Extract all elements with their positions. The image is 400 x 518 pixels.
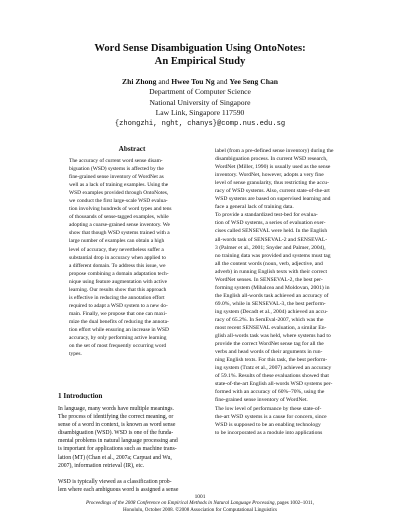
text-line: mize the dual benefits of reducing the annota- bbox=[69, 318, 169, 325]
text-line: formed with an accuracy of 60%–70%, using the bbox=[215, 389, 325, 396]
text-line: sense of a word in context, is known as word sense bbox=[58, 422, 176, 429]
text-line: glish all-words task was held, where systems had to bbox=[215, 333, 331, 340]
text-line: the English all-words task achieved an accuracy of bbox=[215, 292, 329, 299]
text-line: WSD is supposed to be an enabling technology bbox=[215, 421, 321, 428]
author-2: Hwee Tou Ng bbox=[171, 77, 215, 86]
text-line: propose combining a domain adaptation tech- bbox=[69, 270, 169, 277]
title-line-1: Word Sense Disambiguation Using OntoNotes: bbox=[94, 43, 306, 54]
text-line: In language, many words have multiple meanings. bbox=[58, 406, 174, 412]
text-line: is important for applications such as machine trans- bbox=[58, 446, 177, 453]
text-line: is effective in reducing the annotation effort bbox=[69, 294, 165, 301]
text-line: lem where each ambiguous word is assigned a sense bbox=[58, 486, 179, 493]
text-line: a different domain. To address this issue, we bbox=[69, 262, 166, 269]
proceedings-footer bbox=[0, 500, 400, 513]
text-line: The accuracy of current word sense disam- bbox=[69, 158, 163, 164]
text-line: 2007), information retrieval (IR), etc. bbox=[58, 462, 145, 469]
paper-title bbox=[0, 42, 400, 68]
text-line: well as a lack of training examples. Using the bbox=[69, 182, 169, 189]
text-line: racy of 65.2%. In SemEval-2007, which was the bbox=[215, 316, 324, 323]
text-line: cises called SENSEVAL were held. In the English bbox=[215, 228, 328, 235]
text-line: tion involving hundreds of word types and tens bbox=[69, 206, 172, 213]
text-line: we conduct the first large-scale WSD evalua- bbox=[69, 198, 168, 205]
text-line: tion of WSD systems, a series of evaluation exer- bbox=[215, 220, 326, 227]
text-line: types. bbox=[69, 351, 82, 358]
text-line: WSD is typically viewed as a classification prob- bbox=[58, 478, 172, 485]
title-line-2: An Empirical Study bbox=[154, 56, 246, 67]
text-line: of 59.1%. Results of these evaluations showed that bbox=[215, 373, 329, 380]
text-line bbox=[58, 470, 206, 478]
text-line: disambiguation (WSD). WSD is one of the funda- bbox=[58, 430, 174, 437]
text-line: accuracy, by only performing active learning bbox=[69, 335, 167, 342]
text-line: lation (MT) (Chan et al., 2007a; Carpuat and Wu, bbox=[58, 454, 172, 461]
text-line: no training data was provided and systems must tag bbox=[215, 252, 331, 259]
text-line: most recent SENSEVAL evaluation, a similar En- bbox=[215, 325, 327, 332]
text-line: provide the correct WordNet sense tag for all the bbox=[215, 341, 324, 348]
text-line: to be incorporated as a module into applications bbox=[215, 429, 323, 436]
text-line: adopting a coarse-grained sense inventory. We bbox=[69, 222, 170, 229]
text-line: inventory. WordNet, however, adopts a very fine bbox=[215, 172, 324, 179]
text-line: verbs and head words of their arguments in run- bbox=[215, 349, 323, 356]
text-line: level of sense granularity, thus restricting the accu- bbox=[215, 180, 329, 187]
text-line: all the content words (noun, verb, adjective, and bbox=[215, 260, 323, 267]
page-number: 1001 bbox=[194, 494, 206, 500]
text-line: state-of-the-art English all-words WSD systems per- bbox=[215, 381, 333, 388]
conference-name: Proceedings of the 2008 Conference on Empirical Methods in Natural Language Processing bbox=[85, 500, 275, 506]
text-line: ing system (Decadt et al., 2004) achieved an accu- bbox=[215, 308, 328, 315]
text-line: mental problems in natural language processing and bbox=[58, 438, 178, 445]
text-line: main. Finally, we propose that one can maxi- bbox=[69, 310, 167, 317]
footer-line-2: Honolulu, October 2008. ©2008 Association for Computational Linguistics bbox=[123, 506, 277, 513]
section-heading-introduction: 1 Introduction bbox=[58, 392, 103, 400]
text-line: face a general lack of training data. bbox=[215, 204, 294, 211]
author-separator: and bbox=[156, 77, 172, 86]
text-line: adverb) in running English texts with their correct bbox=[215, 268, 328, 275]
text-line: WordNet senses. In SENSEVAL-2, the best per- bbox=[215, 276, 323, 283]
text-line: fine-grained sense inventory of WordNet. bbox=[215, 397, 308, 404]
text-line: learning. Our results show that this approach bbox=[69, 286, 167, 293]
affiliation-dept: Department of Computer Science bbox=[149, 87, 251, 97]
text-line: disambiguation process. In current WSD research, bbox=[215, 156, 328, 163]
introduction-body bbox=[58, 405, 206, 494]
text-line: To provide a standardized test-bed for evalua- bbox=[215, 212, 318, 219]
abstract-heading: Abstract bbox=[118, 145, 146, 153]
text-line: on the set of most frequently occurring word bbox=[69, 343, 167, 350]
text-line: large number of examples can obtain a high bbox=[69, 238, 165, 245]
text-line: The low level of performance by these state-of- bbox=[215, 405, 322, 412]
author-names bbox=[0, 77, 400, 87]
affiliation-univ: National University of Singapore bbox=[149, 97, 251, 107]
text-line: WordNet (Miller, 1990) is usually used as the sense bbox=[215, 164, 331, 171]
text-line: the-art WSD systems is a cause for concern, since bbox=[215, 413, 327, 420]
text-line: forming system (Mihalcea and Moldovan, 2001) in bbox=[215, 284, 330, 291]
text-line: show that though WSD systems trained with a bbox=[69, 230, 170, 237]
text-line: 3 (Palmer et al., 2001; Snyder and Palmer, 2004), bbox=[215, 244, 326, 251]
affiliation-address: Law Link, Singapore 117590 bbox=[155, 108, 245, 118]
text-line: ning English texts. For this task, the best perform- bbox=[215, 357, 328, 364]
text-line: WSD systems are based on supervised learning and bbox=[215, 196, 331, 203]
text-line: substantial drop in accuracy when applied to bbox=[69, 254, 166, 261]
right-column-body bbox=[215, 147, 363, 437]
footer-pages: , pages 1002–1011, bbox=[274, 500, 315, 506]
author-block bbox=[0, 77, 400, 129]
text-line: nique using feature augmentation with active bbox=[69, 278, 167, 285]
text-line: fine-grained sense inventory of WordNet as bbox=[69, 174, 164, 181]
text-line: required to adapt a WSD system to a new do- bbox=[69, 302, 168, 309]
text-line: level of accuracy, they nevertheless suffer a bbox=[69, 246, 164, 253]
text-line: 69.0%, while in SENSEVAL-3, the best perform- bbox=[215, 300, 326, 307]
text-line: racy of WSD systems. Also, current state-of-the-art bbox=[215, 188, 330, 195]
text-line: all-words task of SENSEVAL-2 and SENSEVAL- bbox=[215, 236, 328, 243]
text-line: tion effort while ensuring an increase in WSD bbox=[69, 326, 169, 333]
text-line: biguation (WSD) systems is affected by the bbox=[69, 166, 164, 173]
text-line: The process of identifying the correct meaning, or bbox=[58, 414, 174, 421]
author-1: Zhi Zhong bbox=[122, 77, 157, 86]
text-line: of thousands of sense-tagged examples, while bbox=[69, 214, 169, 221]
footer-line-1 bbox=[0, 500, 400, 507]
text-line: ing system (Tratz et al., 2007) achieved an accuracy bbox=[215, 365, 332, 372]
author-separator: and bbox=[214, 77, 230, 86]
text-line: label (from a pre-defined sense inventory) during the bbox=[215, 148, 334, 154]
author-emails: {zhongzhi, nght, chanys}@comp.nus.edu.sg bbox=[114, 119, 286, 128]
abstract-body bbox=[69, 157, 197, 358]
author-3: Yee Seng Chan bbox=[229, 77, 278, 86]
text-line: WSD examples provided through OntoNotes, bbox=[69, 190, 169, 197]
